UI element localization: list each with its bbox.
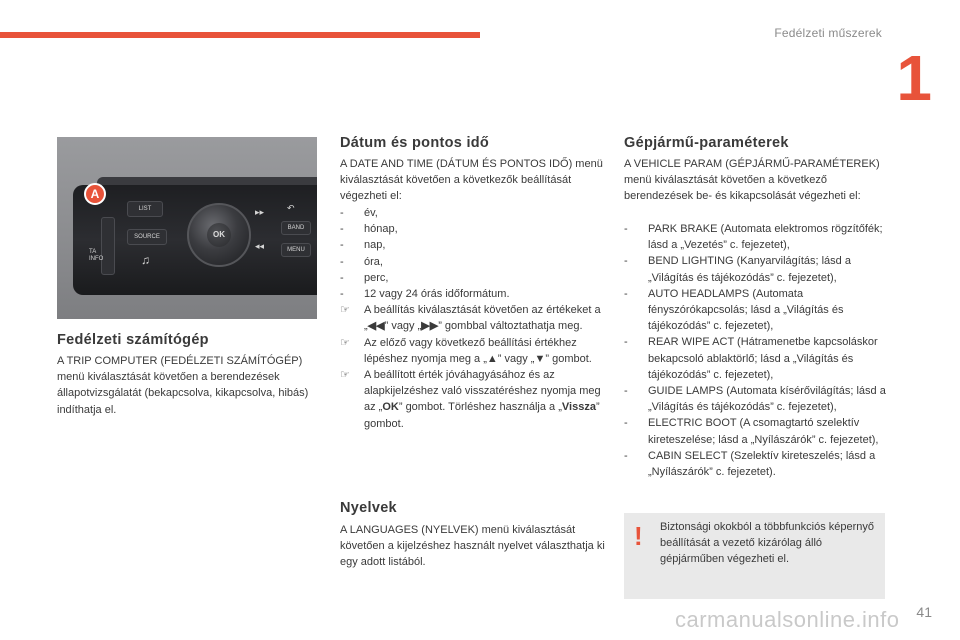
list-item: - BEND LIGHTING (Kanyarvilágítás; lásd a „Világítás és tájékozódás” c. fejezetet), [624,255,851,284]
panel-side-button [101,217,115,275]
chapter-number: 1 [896,42,932,114]
double-left-icon: ◀◀ [367,320,385,333]
list-item: - 12 vagy 24 órás időformátum. [340,288,510,301]
list-item: - AUTO HEADLAMPS (Automata fényszórókapcsolás; lásd a „Világítás és tájékozódás” c. fejezetet), [624,287,844,333]
music-note-icon: ♫ [141,253,150,267]
safety-note [624,513,885,599]
menu-button: MENU [281,243,311,257]
vehicle-params-intro: A VEHICLE PARAM (GÉPJÁRMŰ-PARAMÉTEREK) menü kiválasztását követően a következő berendezések be- és kikapcsolását végezheti el: [624,158,880,203]
band-button: BAND [281,221,311,235]
date-time-heading: Dátum és pontos idő [340,135,490,151]
list-item: - GUIDE LAMPS (Automata kísérővilágítás; lásd a „Világítás és tájékozódás” c. fejezetet), [624,385,886,414]
step-item: ☞ A beállítás kiválasztását követően az értékeket a „◀◀” vagy „▶▶” gombbal változtathatja meg. [340,304,601,333]
back-arrow-icon: ↶ [287,203,295,213]
date-time-intro: A DATE AND TIME (DÁTUM ÉS PONTOS IDŐ) menü kiválasztását követően a következők beállítását végezheti el: [340,158,603,203]
rewind-icon: ◂◂ [255,241,265,251]
marker-a-badge: A [84,183,106,205]
date-time-list [340,205,606,432]
step-item: ☞ A beállított érték jóváhagyásához és az alapkijelzéshez való visszatéréshez nyomja meg az „OK” gombot. Törléshez használja a „Vissza” gombot. [340,369,601,430]
header-accent-bar [0,32,480,38]
pointer-icon: ☞ [340,369,350,382]
warning-icon: ! [634,521,643,551]
ta-info-label: TA INFO [89,249,104,262]
pointer-icon: ☞ [340,336,350,349]
list-item: - nap, [340,239,386,252]
page-number: 41 [916,604,932,620]
down-arrow-icon: ▼ [534,352,546,365]
list-item: - óra, [340,255,383,268]
header-title: Fedélzeti műszerek [774,26,882,40]
list-item: - REAR WIPE ACT (Hátramenetbe kapcsoláskor bekapcsoló ablaktörlő; lásd a „Világítás és tájékozódás” c. fejezetet), [624,336,878,381]
source-button: SOURCE [127,229,167,245]
up-arrow-icon: ▲ [486,352,498,365]
trip-computer-text: A TRIP COMPUTER (FEDÉLZETI SZÁMÍTÓGÉP) menü kiválasztását követően a berendezések állapotvizsgálatát (bekapcsolva, kikapcsolva, hibás) indíthatja el. [57,355,309,416]
list-item: - PARK BRAKE (Automata elektromos rögzítőfék; lásd a „Vezetés” c. fejezetet), [624,223,883,252]
languages-text: A LANGUAGES (NYELVEK) menü kiválasztását követően a kijelzéshez használt nyelvet választhatja ki egy adott listából. [340,524,605,569]
ok-button: OK [207,223,231,247]
list-item: - CABIN SELECT (Szelektív kireteszelés; lásd a „Nyílászárók” c. fejezetet). [624,449,876,479]
list-item: - perc, [340,271,389,284]
languages-heading: Nyelvek [340,500,397,516]
vehicle-params-list [624,221,890,480]
watermark: carmanualsonline.info [675,607,900,632]
step-item: ☞ Az előző vagy következő beállítási értékhez lépéshez nyomja meg a „▲” vagy „▼” gombot. [340,336,592,365]
trip-computer-heading: Fedélzeti számítógép [57,332,209,348]
list-item: - év, [340,207,378,219]
vehicle-params-heading: Gépjármű-paraméterek [624,135,789,151]
pointer-icon: ☞ [340,304,350,317]
list-item: - hónap, [340,223,398,236]
safety-note-text: Biztonsági okokból a többfunkciós képernyő beállítását a vezető kizárólag álló gépjárműben végezheti el. [660,521,875,566]
fast-forward-icon: ▸▸ [255,207,265,217]
double-right-icon: ▶▶ [421,320,439,333]
list-item: - ELECTRIC BOOT (A csomagtartó szelektív kireteszelése; lásd a „Nyílászárók” c. fejezetet), [624,417,879,446]
control-panel-photo [57,137,317,319]
list-button: LIST [127,201,163,217]
